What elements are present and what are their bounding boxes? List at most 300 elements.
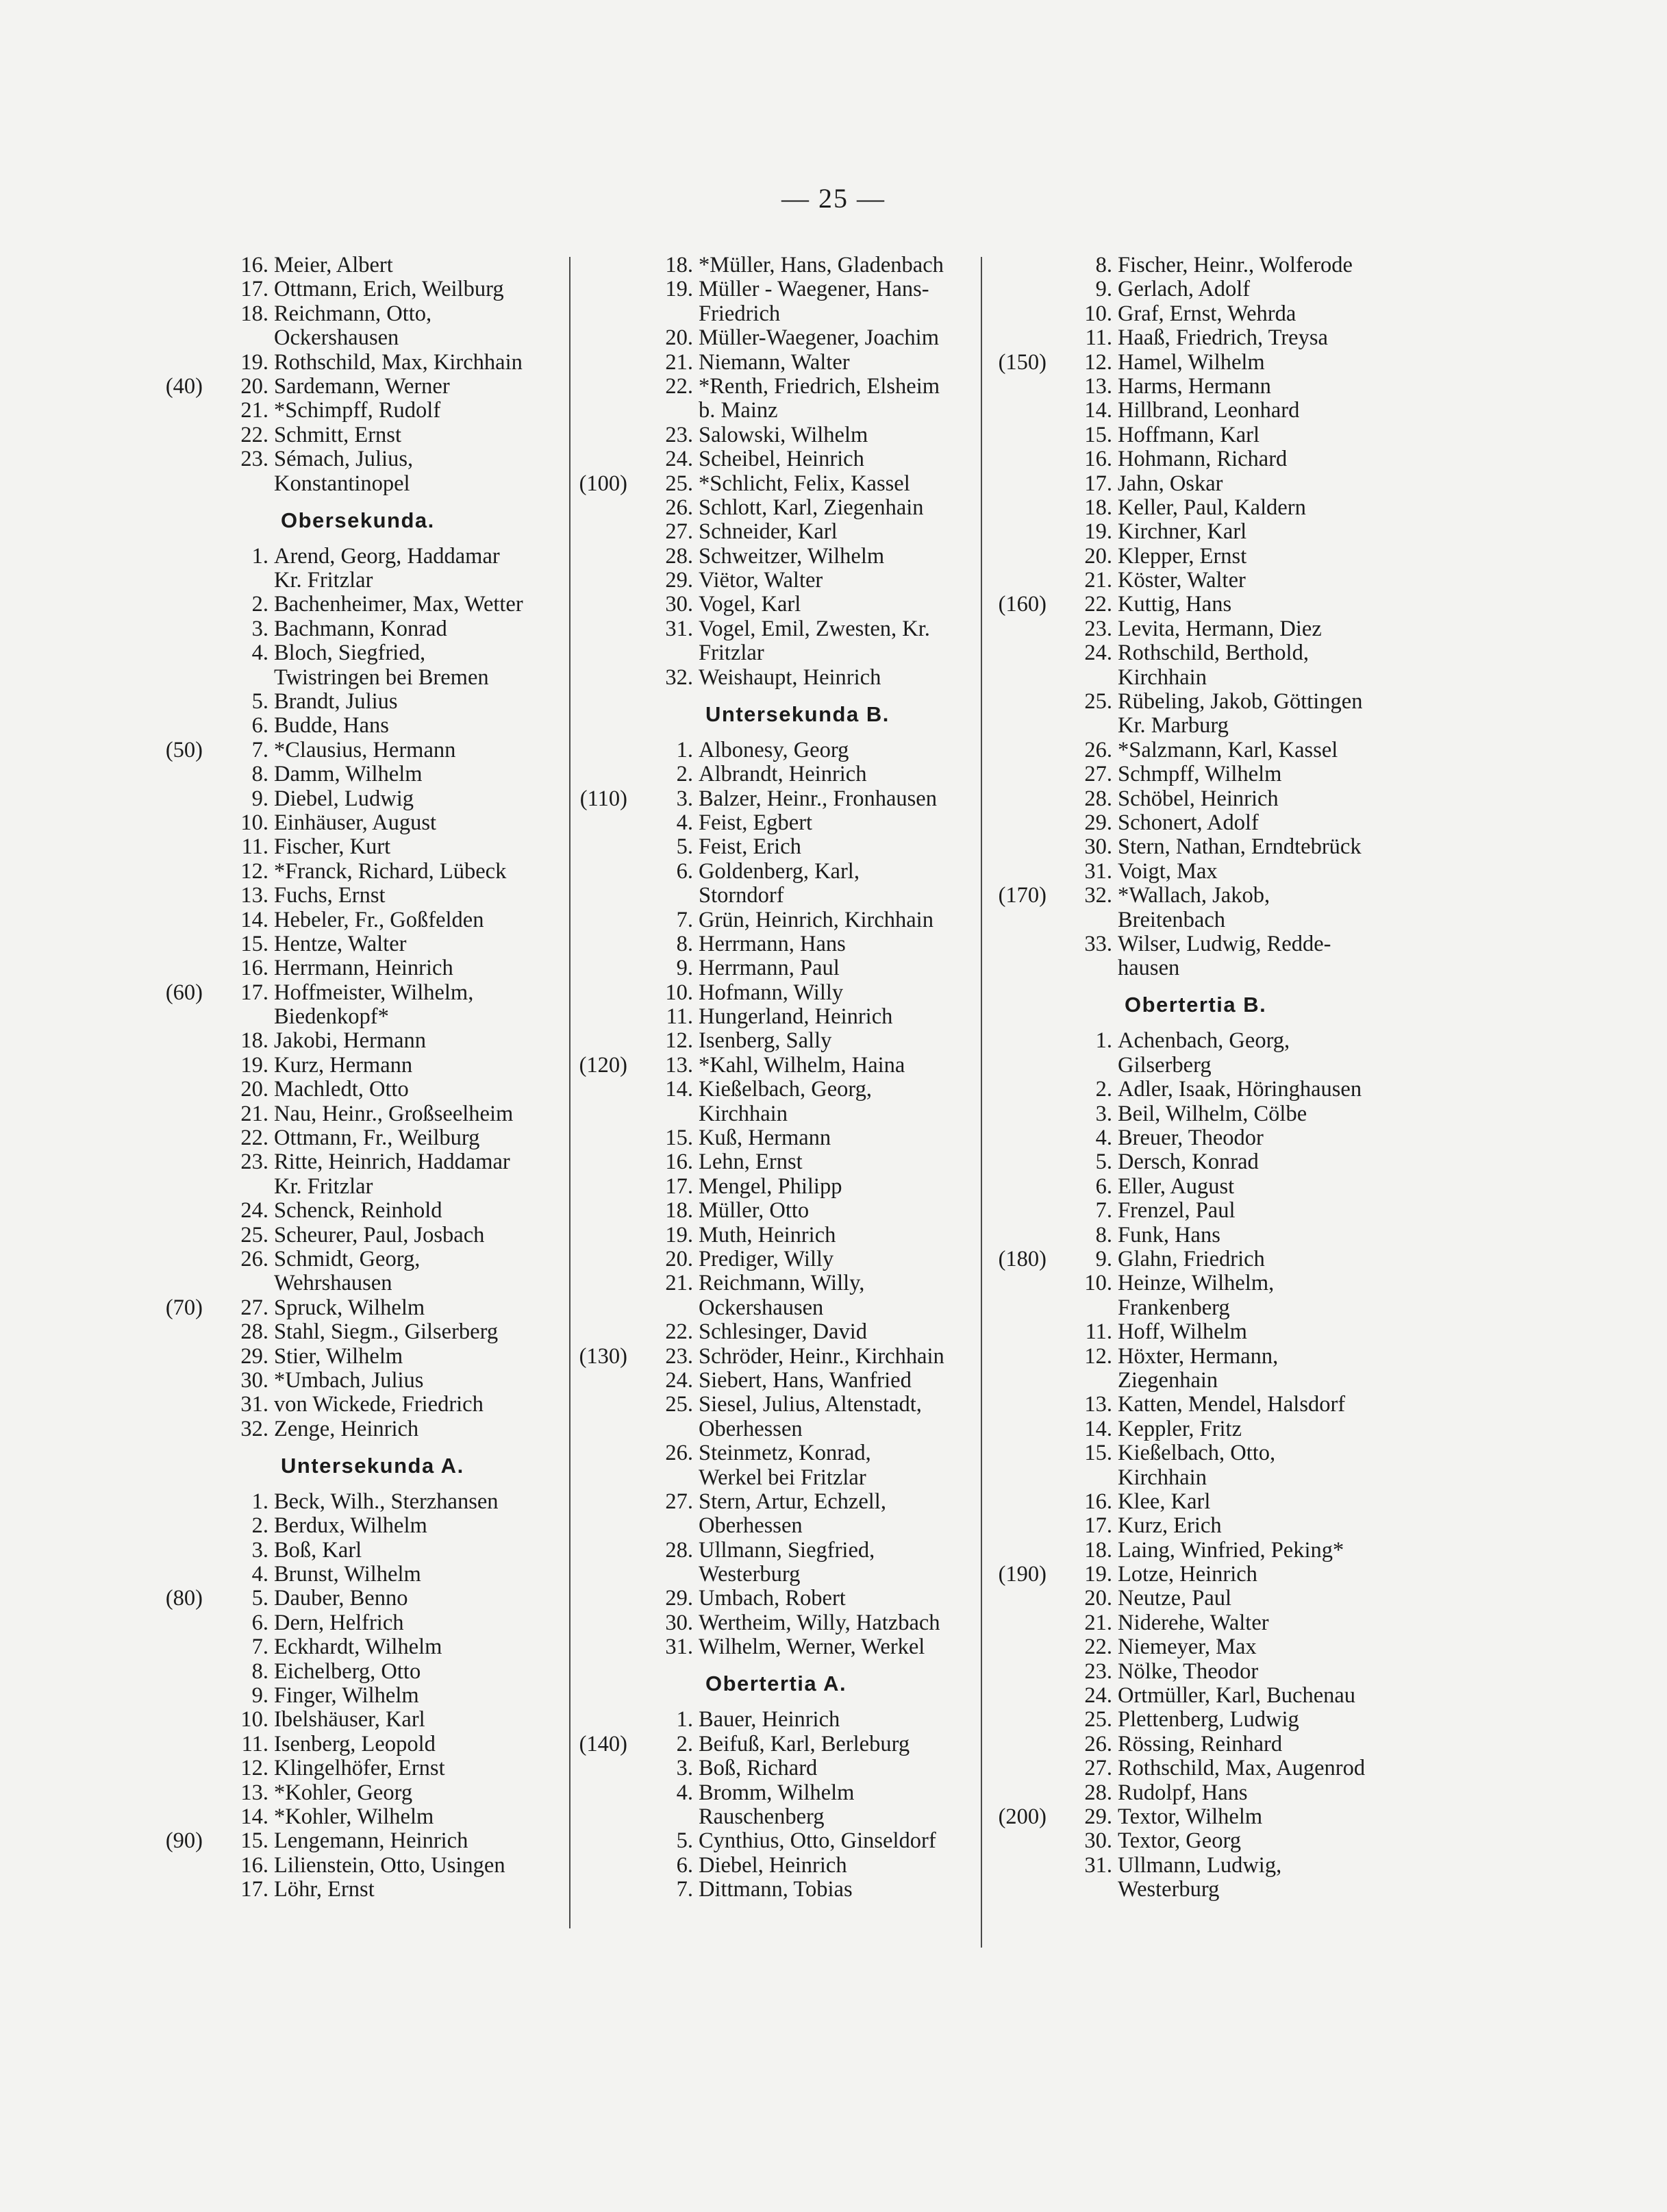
entry-continuation — [151, 472, 562, 496]
student-entry — [994, 1175, 1419, 1199]
student-name: Kirchhain — [1118, 1465, 1207, 1490]
entry-continuation — [151, 666, 562, 690]
entry-number: 21. — [1084, 1610, 1112, 1635]
student-entry — [994, 1126, 1419, 1150]
student-name: Brunst, Wilhelm — [274, 1562, 421, 1587]
student-name: Herrmann, Heinrich — [274, 956, 453, 981]
student-name: Einhäuser, August — [274, 810, 437, 835]
student-entry — [151, 1102, 562, 1126]
student-entry — [994, 399, 1419, 423]
entry-number: 20. — [240, 373, 268, 399]
student-name: Stern, Nathan, Erndtebrück — [1118, 834, 1362, 860]
student-entry — [575, 545, 986, 569]
student-name: Cynthius, Otto, Ginseldorf — [699, 1828, 936, 1854]
entry-number: 4. — [251, 1562, 268, 1587]
entry-number: 27. — [665, 519, 693, 545]
student-name: Ibelshäuser, Karl — [274, 1707, 425, 1732]
student-name: Westerburg — [699, 1562, 801, 1587]
entry-number: 19. — [1084, 1562, 1112, 1587]
student-entry — [151, 1126, 562, 1150]
student-entry — [151, 1054, 562, 1078]
entry-number: 22. — [240, 1126, 268, 1151]
entry-continuation — [994, 1054, 1419, 1078]
student-entry — [151, 1199, 562, 1223]
student-name: Schonert, Adolf — [1118, 810, 1259, 835]
student-name: Harms, Hermann — [1118, 373, 1271, 399]
student-name: Boß, Karl — [274, 1537, 362, 1563]
spacer — [994, 1017, 1419, 1030]
column-1 — [151, 253, 562, 1902]
student-entry — [994, 1587, 1419, 1611]
entry-number: 12. — [240, 1756, 268, 1781]
entry-number: 25. — [1084, 1707, 1112, 1732]
entry-number: 28. — [665, 1537, 693, 1563]
student-name: Feist, Erich — [699, 834, 801, 860]
entry-continuation — [575, 1563, 986, 1587]
student-entry — [575, 326, 986, 350]
entry-number: 25. — [1084, 689, 1112, 714]
entry-number: 7. — [251, 1635, 268, 1660]
entry-number: 21. — [240, 398, 268, 423]
entry-number: 13. — [240, 883, 268, 908]
student-name: Wehrshausen — [274, 1271, 392, 1296]
student-name: Gerlach, Adolf — [1118, 277, 1251, 302]
entry-continuation — [151, 569, 562, 593]
entry-number: 15. — [1084, 1441, 1112, 1466]
student-entry — [994, 1417, 1419, 1441]
entry-number: 9. — [1095, 277, 1112, 302]
entry-number: 27. — [1084, 1756, 1112, 1781]
running-count-marker: (140) — [579, 1731, 627, 1756]
student-name: Werkel bei Fritzlar — [699, 1465, 866, 1490]
student-name: *Wallach, Jakob, — [1118, 883, 1270, 908]
student-entry — [151, 1296, 562, 1320]
student-entry — [994, 860, 1419, 884]
student-entry — [575, 956, 986, 980]
student-entry — [575, 1345, 986, 1369]
student-name: Fritzlar — [699, 641, 764, 666]
entry-number: 16. — [240, 1852, 268, 1878]
student-name: Machledt, Otto — [274, 1077, 409, 1102]
entry-number: 14. — [1084, 398, 1112, 423]
student-entry — [994, 1539, 1419, 1563]
entry-number: 28. — [665, 543, 693, 569]
student-name: Schmidt, Georg, — [274, 1247, 421, 1271]
student-entry — [151, 617, 562, 641]
student-name: Diebel, Ludwig — [274, 786, 414, 811]
student-name: Hofmann, Willy — [699, 980, 844, 1005]
entry-number: 12. — [1084, 1343, 1112, 1369]
student-entry — [575, 1441, 986, 1465]
student-name: Breitenbach — [1118, 907, 1226, 932]
entry-number: 16. — [240, 956, 268, 981]
student-name: Viëtor, Walter — [699, 568, 823, 593]
entry-number: 28. — [1084, 1780, 1112, 1805]
student-entry — [575, 1878, 986, 1902]
column-divider — [569, 257, 571, 1928]
student-name: Haaß, Friedrich, Treysa — [1118, 325, 1328, 351]
entry-number: 23. — [1084, 616, 1112, 641]
student-entry — [994, 1247, 1419, 1271]
entry-number: 12. — [1084, 349, 1112, 375]
student-name: Sémach, Julius, — [274, 447, 414, 472]
student-name: Feist, Egbert — [699, 810, 813, 835]
student-name: Klepper, Ernst — [1118, 543, 1247, 569]
student-name: Dersch, Konrad — [1118, 1150, 1259, 1175]
student-name: Zenge, Heinrich — [274, 1416, 419, 1441]
student-entry — [151, 1247, 562, 1271]
student-name: Isenberg, Leopold — [274, 1731, 436, 1756]
entry-number: 16. — [665, 1150, 693, 1175]
student-name: Levita, Hermann, Diez — [1118, 616, 1322, 641]
column-divider — [981, 257, 982, 1948]
entry-number: 26. — [665, 1441, 693, 1466]
student-entry — [994, 617, 1419, 641]
entry-number: 18. — [240, 301, 268, 326]
student-name: Spruck, Wilhelm — [274, 1295, 425, 1320]
student-name: Klee, Karl — [1118, 1489, 1211, 1514]
student-entry — [994, 932, 1419, 956]
entry-number: 24. — [665, 1367, 693, 1393]
student-entry — [575, 447, 986, 471]
student-entry — [575, 1271, 986, 1295]
student-entry — [994, 1490, 1419, 1514]
student-name: Biedenkopf* — [274, 1004, 389, 1030]
entry-number: 23. — [240, 447, 268, 472]
student-entry — [151, 1539, 562, 1563]
student-name: Bauer, Heinrich — [699, 1707, 840, 1732]
student-entry — [151, 593, 562, 617]
entry-number: 26. — [665, 495, 693, 520]
student-entry — [575, 738, 986, 762]
entry-number: 31. — [1084, 1852, 1112, 1878]
running-count-marker: (200) — [998, 1804, 1046, 1829]
student-name: Textor, Georg — [1118, 1828, 1241, 1854]
student-entry — [994, 593, 1419, 617]
entry-number: 10. — [1084, 1271, 1112, 1296]
class-heading: Obertertia B. — [1125, 993, 1267, 1017]
student-entry — [994, 1029, 1419, 1053]
student-name: Westerburg — [1118, 1877, 1220, 1902]
student-name: Niemann, Walter — [699, 349, 850, 375]
student-entry — [151, 1756, 562, 1780]
student-entry — [994, 1684, 1419, 1708]
student-entry — [575, 1635, 986, 1659]
student-name: Adler, Isaak, Höringhausen — [1118, 1077, 1362, 1102]
student-entry — [994, 1345, 1419, 1369]
entry-number: 21. — [665, 349, 693, 375]
student-name: Niderehe, Walter — [1118, 1610, 1269, 1635]
entry-number: 4. — [676, 1780, 693, 1805]
student-name: Bachmann, Konrad — [274, 616, 447, 641]
entry-number: 18. — [240, 1028, 268, 1054]
student-name: Albrandt, Heinrich — [699, 762, 867, 787]
student-name: Hohmann, Richard — [1118, 447, 1288, 472]
student-name: Ziegenhain — [1118, 1367, 1218, 1393]
student-entry — [994, 520, 1419, 544]
student-entry — [151, 981, 562, 1005]
entry-number: 27. — [1084, 762, 1112, 787]
student-entry — [151, 447, 562, 471]
student-name: Prediger, Willy — [699, 1247, 834, 1271]
student-entry — [994, 472, 1419, 496]
student-name: Schmpff, Wilhelm — [1118, 762, 1282, 787]
student-name: Keller, Paul, Kaldern — [1118, 495, 1306, 520]
student-name: Stern, Artur, Echzell, — [699, 1489, 886, 1514]
student-entry — [151, 1223, 562, 1247]
entry-number: 16. — [1084, 1489, 1112, 1514]
spacer — [575, 1696, 986, 1708]
student-entry — [151, 738, 562, 762]
student-entry — [151, 1635, 562, 1659]
entry-number: 10. — [1084, 301, 1112, 326]
entry-number: 15. — [240, 1828, 268, 1854]
student-name: Eller, August — [1118, 1173, 1235, 1199]
student-name: Damm, Wilhelm — [274, 762, 423, 787]
student-name: Berdux, Wilhelm — [274, 1513, 427, 1539]
student-entry — [151, 690, 562, 714]
student-name: Lengemann, Heinrich — [274, 1828, 468, 1854]
student-name: Hentze, Walter — [274, 931, 407, 956]
entry-number: 30. — [240, 1367, 268, 1393]
student-entry — [575, 1175, 986, 1199]
student-entry — [575, 1829, 986, 1853]
student-name: Laing, Winfried, Peking* — [1118, 1537, 1344, 1563]
entry-number: 1. — [251, 1489, 268, 1514]
entry-continuation — [994, 714, 1419, 738]
student-entry — [575, 375, 986, 399]
entry-number: 23. — [665, 1343, 693, 1369]
entry-continuation — [151, 326, 562, 350]
entry-number: 22. — [1084, 592, 1112, 617]
entry-number: 22. — [665, 373, 693, 399]
student-entry — [151, 1345, 562, 1369]
student-name: Lilienstein, Otto, Usingen — [274, 1852, 505, 1878]
entry-number: 15. — [1084, 422, 1112, 447]
student-entry — [575, 253, 986, 277]
student-entry — [151, 375, 562, 399]
student-entry — [151, 1393, 562, 1417]
student-name: Mengel, Philipp — [699, 1173, 842, 1199]
entry-number: 32. — [1084, 883, 1112, 908]
student-name: Oberhessen — [699, 1513, 803, 1539]
student-name: Kr. Fritzlar — [274, 1173, 373, 1199]
student-entry — [575, 1611, 986, 1635]
student-name: Ottmann, Erich, Weilburg — [274, 277, 504, 302]
student-entry — [151, 1417, 562, 1441]
spacer — [151, 496, 562, 508]
running-count-marker: (190) — [998, 1562, 1046, 1587]
student-name: Rauschenberg — [699, 1804, 825, 1829]
entry-number: 29. — [665, 568, 693, 593]
student-name: Jahn, Oskar — [1118, 471, 1223, 496]
student-name: Brandt, Julius — [274, 689, 398, 714]
student-entry — [994, 762, 1419, 786]
entry-number: 9. — [251, 1683, 268, 1708]
student-name: Plettenberg, Ludwig — [1118, 1707, 1299, 1732]
student-name: Stahl, Siegm., Gilserberg — [274, 1319, 499, 1345]
student-name: Ockershausen — [699, 1295, 824, 1320]
student-name: Sardemann, Werner — [274, 373, 450, 399]
student-entry — [151, 1878, 562, 1902]
student-name: Scheibel, Heinrich — [699, 447, 864, 472]
student-name: *Franck, Richard, Lübeck — [274, 858, 507, 884]
student-entry — [994, 884, 1419, 908]
running-count-marker: (150) — [998, 349, 1046, 375]
student-entry — [994, 447, 1419, 471]
student-name: Kirchner, Karl — [1118, 519, 1247, 545]
student-entry — [151, 762, 562, 786]
student-entry — [994, 1393, 1419, 1417]
entry-number: 14. — [665, 1077, 693, 1102]
student-name: Schenck, Reinhold — [274, 1198, 442, 1223]
student-entry — [151, 302, 562, 326]
student-name: Kirchhain — [1118, 664, 1207, 690]
student-name: Reichmann, Willy, — [699, 1271, 865, 1296]
student-entry — [994, 1150, 1419, 1174]
student-name: Isenberg, Sally — [699, 1028, 832, 1054]
entry-number: 4. — [676, 810, 693, 835]
entry-number: 30. — [1084, 834, 1112, 860]
student-entry — [994, 1805, 1419, 1829]
entry-number: 31. — [665, 616, 693, 641]
entry-number: 12. — [665, 1028, 693, 1054]
entry-number: 24. — [1084, 1683, 1112, 1708]
student-name: Vogel, Emil, Zwesten, Kr. — [699, 616, 930, 641]
entry-number: 27. — [240, 1295, 268, 1320]
student-name: Konstantinopel — [274, 471, 410, 496]
student-entry — [575, 593, 986, 617]
student-name: Kuß, Hermann — [699, 1126, 831, 1151]
entry-number: 7. — [676, 907, 693, 932]
student-entry — [575, 1005, 986, 1029]
student-name: Schneider, Karl — [699, 519, 838, 545]
student-entry — [151, 1732, 562, 1756]
student-entry — [994, 277, 1419, 301]
student-name: Rudolpf, Hans — [1118, 1780, 1248, 1805]
student-name: Frenzel, Paul — [1118, 1198, 1236, 1223]
student-entry — [994, 690, 1419, 714]
entry-number: 2. — [251, 1513, 268, 1539]
student-entry — [151, 1781, 562, 1805]
student-entry — [575, 666, 986, 690]
entry-number: 21. — [240, 1101, 268, 1126]
entry-number: 8. — [251, 1658, 268, 1684]
student-entry — [151, 277, 562, 301]
student-name: Dauber, Benno — [274, 1586, 408, 1611]
student-name: Kießelbach, Georg, — [699, 1077, 872, 1102]
student-name: Wilser, Ludwig, Redde- — [1118, 931, 1331, 956]
student-entry — [575, 908, 986, 932]
student-name: *Schlicht, Felix, Kassel — [699, 471, 910, 496]
student-entry — [575, 1199, 986, 1223]
entry-continuation — [575, 1296, 986, 1320]
student-entry — [994, 1829, 1419, 1853]
entry-number: 31. — [665, 1635, 693, 1660]
entry-number: 25. — [665, 1392, 693, 1417]
entry-number: 13. — [1084, 373, 1112, 399]
student-entry — [575, 1490, 986, 1514]
entry-number: 4. — [1095, 1126, 1112, 1151]
student-entry — [994, 1078, 1419, 1102]
entry-number: 20. — [1084, 1586, 1112, 1611]
class-heading: Untersekunda B. — [705, 701, 890, 726]
student-entry — [994, 1320, 1419, 1344]
student-name: Oberhessen — [699, 1416, 803, 1441]
entry-number: 24. — [665, 447, 693, 472]
student-name: Hoffmann, Karl — [1118, 422, 1259, 447]
student-name: Achenbach, Georg, — [1118, 1028, 1290, 1054]
entry-number: 31. — [1084, 858, 1112, 884]
student-name: Niemeyer, Max — [1118, 1635, 1257, 1660]
student-name: Lotze, Heinrich — [1118, 1562, 1257, 1587]
student-entry — [575, 1708, 986, 1732]
student-name: Fischer, Kurt — [274, 834, 391, 860]
student-entry — [575, 1756, 986, 1780]
entry-number: 19. — [1084, 519, 1112, 545]
entry-number: 11. — [241, 834, 268, 860]
student-name: Glahn, Friedrich — [1118, 1247, 1265, 1271]
student-name: Rübeling, Jakob, Göttingen — [1118, 689, 1363, 714]
entry-number: 19. — [665, 1222, 693, 1247]
running-count-marker: (170) — [998, 883, 1046, 908]
student-name: Müller-Waegener, Joachim — [699, 325, 939, 351]
entry-number: 10. — [240, 1707, 268, 1732]
entry-number: 10. — [240, 810, 268, 835]
running-count-marker: (50) — [165, 737, 203, 762]
student-name: Müller - Waegener, Hans- — [699, 277, 929, 302]
entry-number: 5. — [251, 1586, 268, 1611]
student-entry — [151, 423, 562, 447]
student-entry — [575, 1078, 986, 1102]
student-entry — [575, 932, 986, 956]
entry-number: 23. — [665, 422, 693, 447]
student-entry — [994, 1781, 1419, 1805]
running-count-marker: (60) — [165, 980, 203, 1005]
entry-number: 13. — [240, 1780, 268, 1805]
student-name: Kurz, Hermann — [274, 1052, 413, 1078]
entry-number: 22. — [665, 1319, 693, 1345]
entry-number: 6. — [251, 1610, 268, 1635]
student-name: Gilserberg — [1118, 1052, 1212, 1078]
student-name: Ortmüller, Karl, Buchenau — [1118, 1683, 1356, 1708]
student-name: Weishaupt, Heinrich — [699, 664, 881, 690]
entry-number: 13. — [665, 1052, 693, 1078]
student-entry — [575, 1854, 986, 1878]
student-name: *Müller, Hans, Gladenbach — [699, 253, 944, 277]
student-name: Stier, Wilhelm — [274, 1343, 403, 1369]
student-entry — [151, 1320, 562, 1344]
student-name: Hamel, Wilhelm — [1118, 349, 1265, 375]
entry-number: 30. — [665, 592, 693, 617]
running-count-marker: (180) — [998, 1247, 1046, 1271]
running-count-marker: (70) — [165, 1295, 203, 1320]
student-name: Boß, Richard — [699, 1756, 818, 1781]
student-name: Kuttig, Hans — [1118, 592, 1232, 617]
student-name: Kr. Marburg — [1118, 713, 1229, 738]
student-name: Hoffmeister, Wilhelm, — [274, 980, 474, 1005]
entry-number: 20. — [1084, 543, 1112, 569]
student-entry — [575, 1320, 986, 1344]
entry-number: 17. — [1084, 471, 1112, 496]
student-name: Twistringen bei Bremen — [274, 664, 489, 690]
entry-number: 25. — [240, 1222, 268, 1247]
student-entry — [994, 1854, 1419, 1878]
student-entry — [151, 545, 562, 569]
student-name: Klingelhöfer, Ernst — [274, 1756, 445, 1781]
student-name: *Clausius, Hermann — [274, 737, 456, 762]
student-name: Friedrich — [699, 301, 781, 326]
